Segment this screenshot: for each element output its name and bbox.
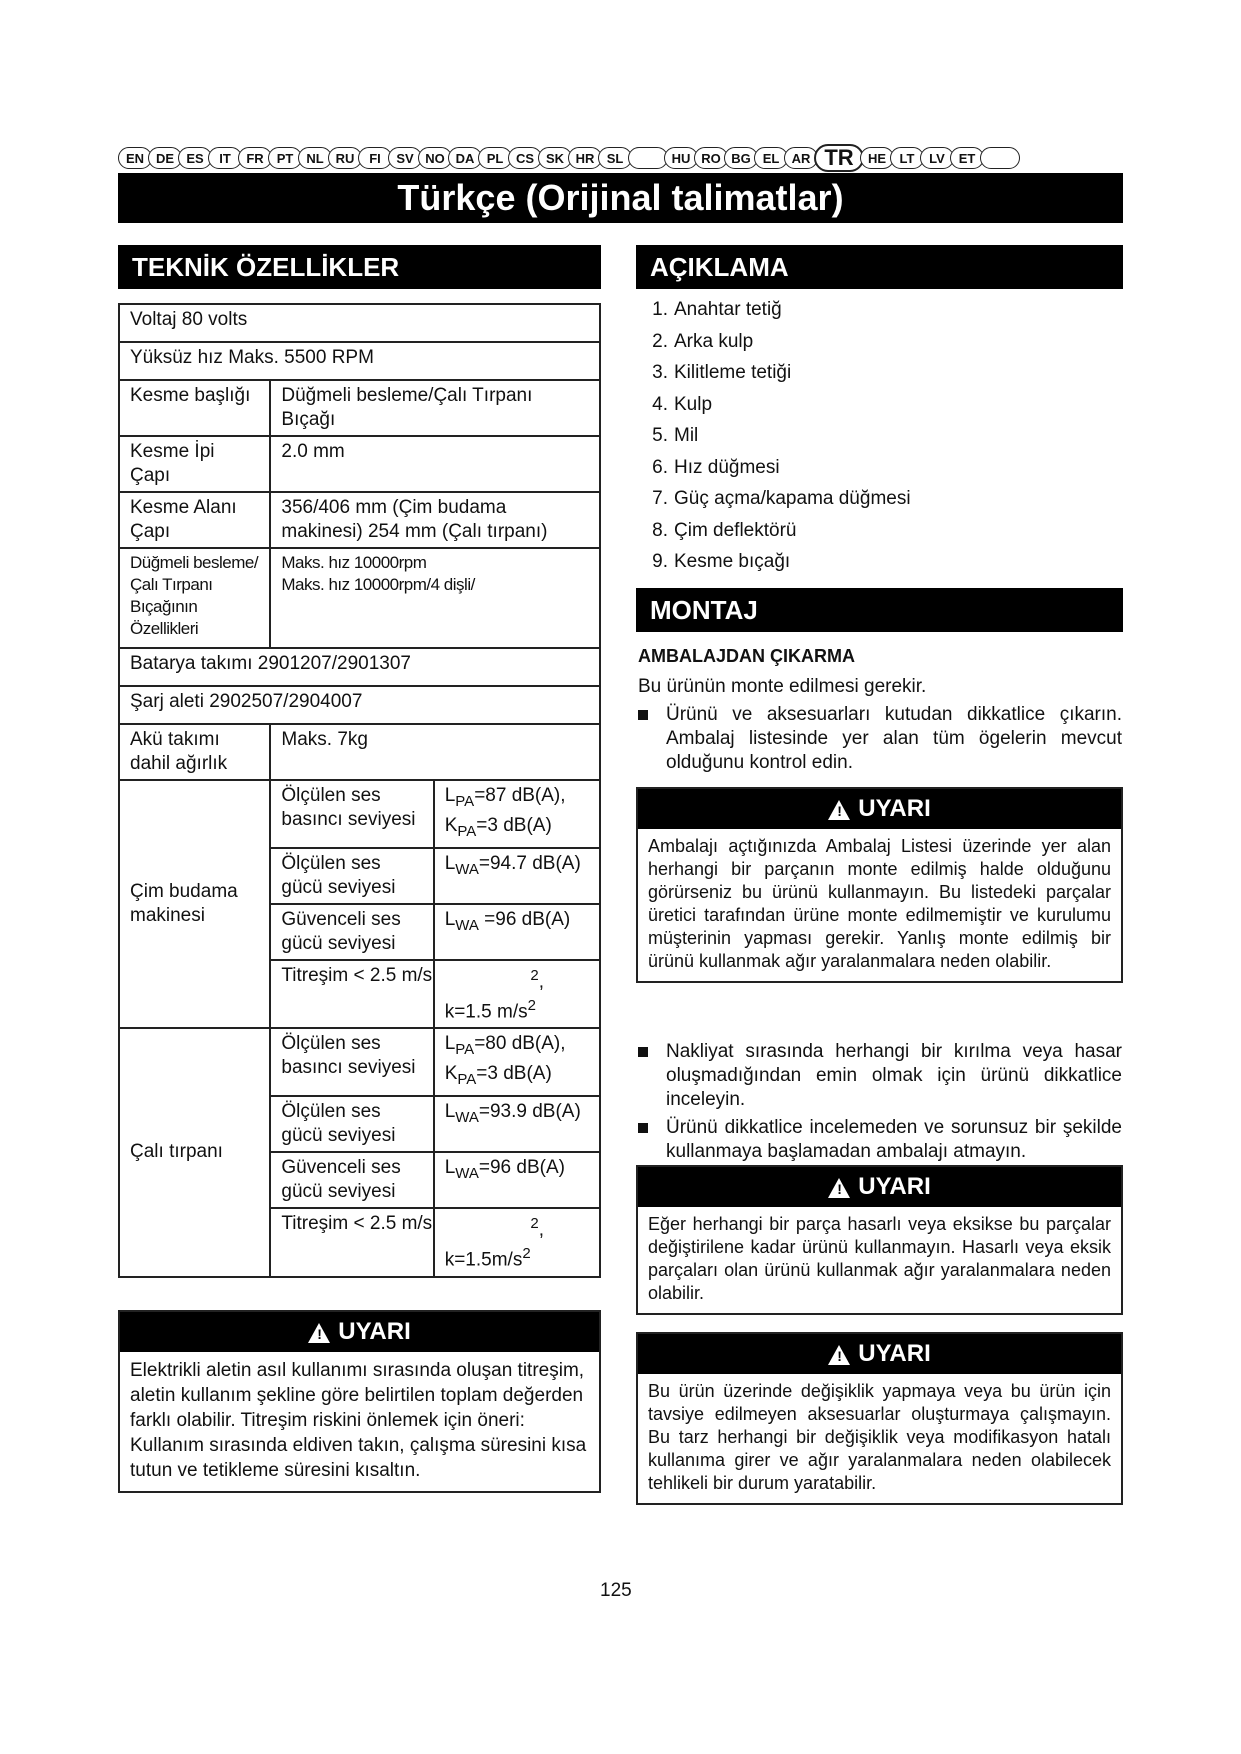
trimmer-vibration-value: $^2$, k=1.5 $m/s^2$ <box>434 960 600 1029</box>
lang-tab-it[interactable]: IT <box>208 147 242 169</box>
lang-tab-tr[interactable]: TR <box>814 144 864 172</box>
table-row <box>119 492 600 548</box>
spec-label: Kesme İpi Çapı <box>119 436 270 492</box>
spec-battery: Batarya takımı 2901207/2901307 <box>119 648 600 686</box>
spec-value: 2.0 mm <box>270 436 600 492</box>
table-row <box>119 1028 600 1096</box>
list-item: Ürünü dikkatlice incelemeden ve sorunsuz bir şekilde kullanmaya başlamadan ambalajı atmayın. <box>636 1116 1122 1164</box>
table-row <box>119 548 600 648</box>
table-row <box>119 342 600 380</box>
table-row <box>119 436 600 492</box>
spec-value: 356/406 mm (Çim budama makinesi) 254 mm (Çalı tırpanı) <box>270 492 600 548</box>
spec-label: Kesme başlığı <box>119 380 270 436</box>
lang-tab-pt[interactable]: PT <box>268 147 302 169</box>
table-row <box>119 648 600 686</box>
row-guaranteed: Güvenceli ses gücü seviyesi <box>270 904 433 960</box>
warning-text: Elektrikli aletin asıl kullanımı sırasında oluşan titreşim, aletin kullanım şekline göre belirtilen toplam değerden farklı olabilir. Titreşim riskini önlemek için öneri: Kullanım sırasında eldiven takın, çalışma süresini kısa tutun ve tetikleme süresini kısaltın. <box>130 1360 587 1481</box>
description-list <box>640 298 1120 582</box>
list-item: 2. Arka kulp <box>652 330 754 352</box>
lang-tab-no[interactable]: NO <box>418 147 452 169</box>
list-item: Ürünü ve aksesuarları kutudan dikkatlice çıkarın. Ambalaj listesinde yer alan tüm ögelerin mevcut olduğunu kontrol edin. <box>636 703 1122 775</box>
assembly-warning-1 <box>636 787 1123 983</box>
spec-value: Maks. 7kg <box>270 724 600 780</box>
list-item: 3. Kilitleme tetiği <box>652 362 792 383</box>
assembly-warning-2 <box>636 1165 1123 1315</box>
assembly-warning-3 <box>636 1332 1123 1505</box>
lang-tab-he[interactable]: HE <box>860 147 894 169</box>
brush-label: Çalı tırpanı <box>119 1028 270 1276</box>
lang-tab-fr[interactable]: FR <box>238 147 272 169</box>
list-item: 7. Güç açma/kapama düğmesi <box>652 488 911 509</box>
brush-guaranteed-value: $L_{WA}=96$ dB(A) <box>434 1152 600 1208</box>
assembly-heading: MONTAJ <box>636 588 1123 632</box>
spec-value: Düğmeli besleme/Çalı Tırpanı Bıçağı <box>270 380 600 436</box>
row-power: Ölçülen ses gücü seviyesi <box>270 848 433 904</box>
table-row <box>119 304 600 342</box>
lang-tab-sv[interactable]: SV <box>388 147 422 169</box>
lang-tab-pl[interactable]: PL <box>478 147 512 169</box>
warning-header: ! UYARI <box>638 789 1121 829</box>
spec-no-load-speed: Yüksüz hız Maks. 5500 RPM <box>119 342 600 380</box>
lang-tab-ru[interactable]: RU <box>328 147 362 169</box>
brush-power-value: $L_{WA}=93.9$ dB(A) <box>434 1096 600 1152</box>
list-item: 1. Anahtar tetiğ <box>652 299 782 320</box>
lang-tab-el[interactable]: EL <box>754 147 788 169</box>
lang-tab-en[interactable]: EN <box>118 147 152 169</box>
list-item: 6. Hız düğmesi <box>652 456 780 478</box>
list-item: 9. Kesme bıçağı <box>652 551 791 572</box>
lang-tab-hu[interactable]: HU <box>664 147 698 169</box>
list-item: Nakliyat sırasında herhangi bir kırılma veya hasar oluşmadığından emin olmak için ürünü dikkatlice inceleyin. <box>636 1040 1122 1112</box>
table-row <box>119 724 600 780</box>
lang-tab-hr[interactable]: HR <box>568 147 602 169</box>
row-power: Ölçülen ses gücü seviyesi <box>270 1096 433 1152</box>
assembly-intro: Bu ürünün monte edilmesi gerekir. <box>638 676 927 697</box>
lang-tab-et[interactable]: ET <box>950 147 984 169</box>
brush-vibration-value: $^2$, $k=1.5m/s^2$ <box>434 1208 600 1277</box>
lang-tab-cs[interactable]: CS <box>508 147 542 169</box>
warning-text: Bu ürün üzerinde değişiklik yapmaya veya bu ürün için tavsiye edilmeyen aksesuarlar oluşturmaya çalışmayın. Bu tarz herhangi bir değişiklik veya modifikasyon hatalı kullanıma girer ve ağır yaralanmalara neden olabilecek tehlikeli bir durum yaratabilir. <box>648 1381 1111 1493</box>
warning-icon: ! <box>828 800 850 820</box>
trimmer-guaranteed-value: $L_{WA} =96$ dB(A) <box>434 904 600 960</box>
list-item: 4. Kulp <box>652 393 713 415</box>
table-row <box>119 380 600 436</box>
trimmer-label: Çim budama makinesi <box>119 780 270 1028</box>
lang-tab-blank[interactable] <box>628 147 668 169</box>
lang-tab-lt[interactable]: LT <box>890 147 924 169</box>
unpacking-heading: AMBALAJDAN ÇIKARMA <box>638 646 855 666</box>
lang-tab-lv[interactable]: LV <box>920 147 954 169</box>
trimmer-pressure-value: $L_{PA}=87$ dB(A), $K_{PA}=3$ dB(A) <box>434 780 600 848</box>
spec-charger: Şarj aleti 2902507/2904007 <box>119 686 600 724</box>
warning-text: Eğer herhangi bir parça hasarlı veya eksikse bu parçalar değiştirilene kadar ürünü kullanmayın. Hasarlı veya eksik parçaları olan ürünü kullanmak ağır yaralanmalara neden olabilir. <box>648 1214 1111 1303</box>
lang-tab-fi[interactable]: FI <box>358 147 392 169</box>
warning-header: ! UYARI <box>638 1167 1121 1207</box>
lang-tab-es[interactable]: ES <box>178 147 212 169</box>
warning-text: Ambalajı açtığınızda Ambalaj Listesi üzerinde yer alan herhangi bir parçanın monte edilmiş halde olduğunu görürseniz bu ürünü kullanmayın. Bu listedeki parçalar üretici tarafından ürüne monte edilmemiştir ve kurulumu müşterinin yapması gerekir. Yanlış monte edilmiş bir ürünü kullanmak ağır yaralanmalara neden olabilir. <box>648 836 1111 971</box>
specs-heading: TEKNİK ÖZELLİKLER <box>118 245 601 289</box>
warning-icon: ! <box>828 1345 850 1365</box>
specs-table <box>118 303 601 1278</box>
page-number: 125 <box>600 1580 632 1601</box>
lang-tab-sl[interactable]: SL <box>598 147 632 169</box>
spec-label: Düğmeli besleme/Çalı Tırpanı Bıçağının Özellikleri <box>119 548 270 648</box>
trimmer-power-value: $L_{WA}=94.7$ dB(A) <box>434 848 600 904</box>
row-guaranteed: Güvenceli ses gücü seviyesi <box>270 1152 433 1208</box>
row-pressure: Ölçülen ses basıncı seviyesi <box>270 780 433 848</box>
warning-icon: ! <box>308 1323 330 1343</box>
row-vibration: Titreşim < 2.5 m/s <box>270 1208 433 1277</box>
lang-tab-blank[interactable] <box>980 147 1020 169</box>
page-title: Türkçe (Orijinal talimatlar) <box>118 173 1123 223</box>
row-vibration: Titreşim < 2.5 m/s <box>270 960 433 1029</box>
lang-tab-de[interactable]: DE <box>148 147 182 169</box>
table-row <box>119 686 600 724</box>
spec-value <box>270 548 600 648</box>
warning-icon: ! <box>828 1178 850 1198</box>
spec-voltage: Voltaj 80 volts <box>119 304 600 342</box>
vibration-warning <box>118 1310 601 1493</box>
language-tabs <box>118 143 1123 173</box>
list-item: 8. Çim deflektörü <box>652 519 797 541</box>
blade-speed: Maks. hız 10000rpm <box>281 553 427 572</box>
lang-tab-ro[interactable]: RO <box>694 147 728 169</box>
lang-tab-da[interactable]: DA <box>448 147 482 169</box>
warning-header: ! UYARI <box>120 1312 599 1352</box>
spec-label: Kesme Alanı Çapı <box>119 492 270 548</box>
lang-tab-bg[interactable]: BG <box>724 147 758 169</box>
blade-speed-teeth: Maks. hız 10000rpm/4 dişli/ <box>281 575 475 594</box>
spec-label: Akü takımı dahil ağırlık <box>119 724 270 780</box>
list-item: 5. Mil <box>652 425 699 446</box>
warning-header: ! UYARI <box>638 1334 1121 1374</box>
description-heading: AÇIKLAMA <box>636 245 1123 289</box>
lang-tab-sk[interactable]: SK <box>538 147 572 169</box>
table-row <box>119 780 600 848</box>
row-pressure: Ölçülen ses basıncı seviyesi <box>270 1028 433 1096</box>
lang-tab-ar[interactable]: AR <box>784 147 818 169</box>
brush-pressure-value: $L_{PA}=80$ dB(A), $K_{PA}=3$ dB(A) <box>434 1028 600 1096</box>
lang-tab-nl[interactable]: NL <box>298 147 332 169</box>
